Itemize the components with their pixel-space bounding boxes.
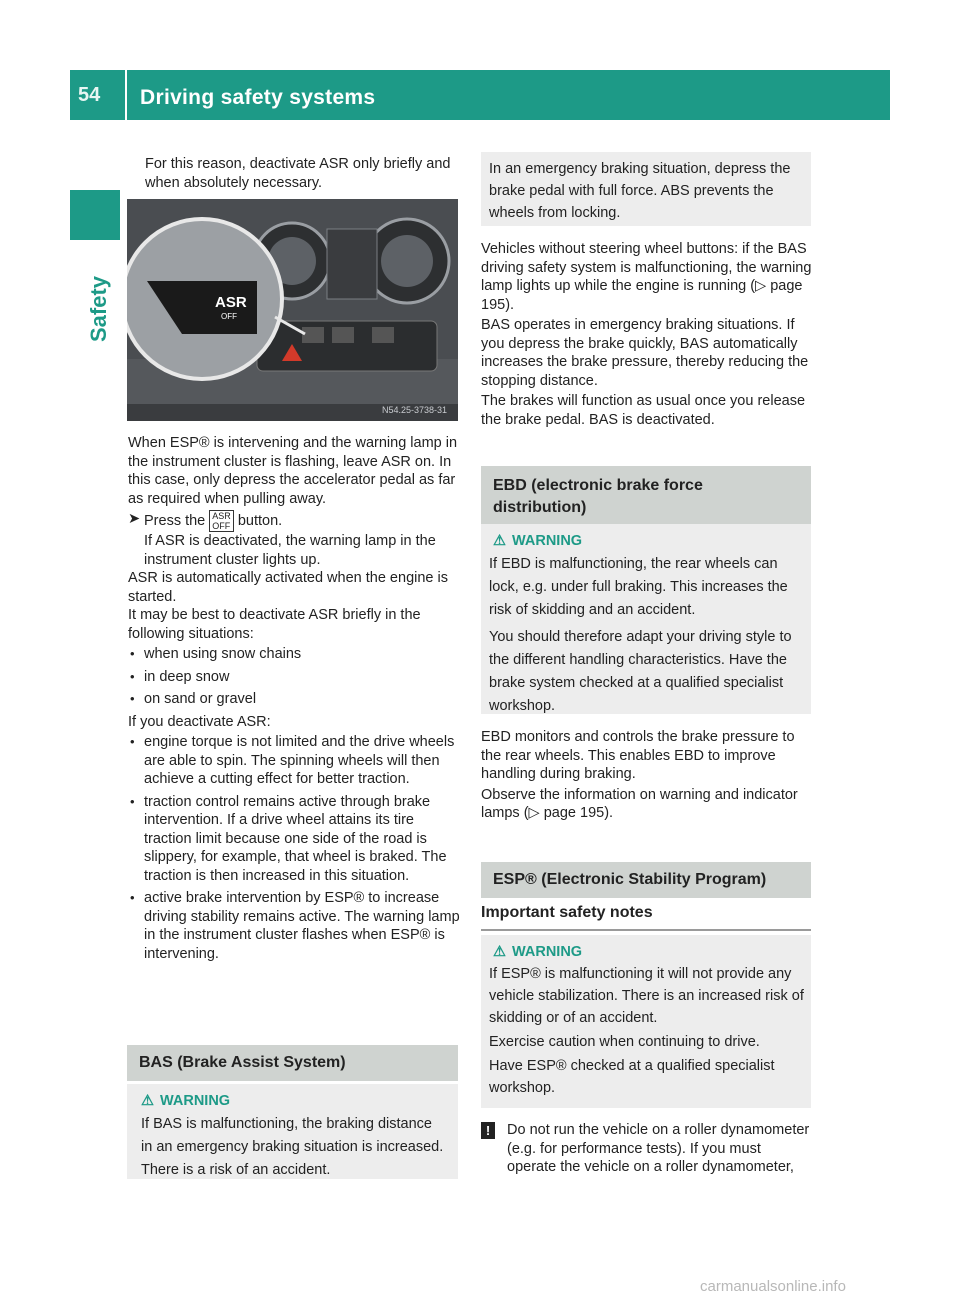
bas-cont-box <box>481 152 811 226</box>
list-item: • traction control remains active through brake intervention. If a drive wheel attains its tire traction limit because one side of the road is slippery, for example, that wheel is braked. The traction is then increased in this situation. <box>128 793 460 886</box>
header-divider <box>125 70 127 120</box>
ebd-warning-box <box>481 524 811 714</box>
warning-triangle-icon: ⚠ <box>493 944 506 960</box>
image-code: N54.25-3738-31 <box>382 405 448 415</box>
dashboard-illustration <box>127 199 458 421</box>
bas-cont-text: In an emergency braking situation, depress the brake pedal with full force. ABS prevents the wheels from locking. <box>489 161 791 221</box>
list-item: • in deep snow <box>128 668 460 687</box>
ebd-section-title: EBD (electronic brake force distribution) <box>481 466 811 528</box>
vehicles-without-paragraph: Vehicles without steering wheel buttons: if the BAS driving safety system is malfunctioning, the warning lamp lights up while the engine is running (▷ page 195). <box>481 241 812 313</box>
bas-warning-box <box>127 1084 458 1179</box>
intro-paragraph: For this reason, deactivate ASR only briefly and when absolutely necessary. <box>145 156 451 191</box>
asr-off-key-icon: ASR OFF <box>209 510 234 532</box>
situations-list <box>128 645 460 709</box>
ebd-warning-p2: You should therefore adapt your driving style to the different handling characteristics. Have the brake system checked at a qualified specialist workshop. <box>489 629 792 714</box>
esp-warning-p2: Exercise caution when continuing to drive. <box>489 1034 760 1050</box>
asr-key-label: ASR <box>215 294 247 311</box>
ebd-warning-header <box>489 530 805 553</box>
list-item: • engine torque is not limited and the drive wheels are able to spin. The spinning wheels will then achieve a cutting effect for better traction. <box>128 733 460 789</box>
page-number: 54 <box>78 84 101 106</box>
ebd-monitors-paragraph: EBD monitors and controls the brake pressure to the rear wheels. This enables EBD to improve handling during braking. <box>481 729 795 782</box>
best-paragraph: It may be best to deactivate ASR briefly in the following situations: <box>128 607 421 642</box>
if-deactivate-paragraph: If you deactivate ASR: <box>128 713 271 730</box>
bas-warning-text: If BAS is malfunctioning, the braking distance in an emergency braking situation is increased. There is a risk of an accident. <box>141 1116 444 1178</box>
esp-section-title: ESP® (Electronic Stability Program) <box>481 862 811 898</box>
bas-warning-label: WARNING <box>160 1093 231 1109</box>
ebd-warning-label: WARNING <box>512 533 583 549</box>
list-item: • on sand or gravel <box>128 690 460 709</box>
important-heading: Important safety notes <box>481 904 653 921</box>
press-instruction <box>128 510 460 569</box>
bas-section-title: BAS (Brake Assist System) <box>127 1045 458 1081</box>
esp-warning-box <box>481 935 811 1108</box>
note-block <box>481 1121 813 1177</box>
bas-operates-paragraph: BAS operates in emergency braking situations. If you depress the brake quickly, BAS automatically increases the brake pressure, thereby reducing the stopping distance. <box>481 317 809 389</box>
warning-triangle-icon: ⚠ <box>493 533 506 549</box>
watermark: carmanualsonline.info <box>700 1278 846 1295</box>
heading-underline <box>481 929 811 931</box>
press-button-text: button. <box>237 512 283 529</box>
sidebar-tab <box>70 190 120 240</box>
sidebar-label: Safety <box>86 275 111 342</box>
brakes-function-paragraph: The brakes will function as usual once you release the brake pedal. BAS is deactivated. <box>481 393 806 428</box>
asr-key-sublabel: OFF <box>221 312 237 321</box>
auto-paragraph: ASR is automatically activated when the engine is started. <box>128 570 448 605</box>
right-body-2 <box>481 728 813 823</box>
arrow-icon: ➤ <box>128 511 141 527</box>
note-text: Do not run the vehicle on a roller dynamometer (e.g. for performance tests). If you must operate the vehicle on a roller dynamometer, <box>507 1122 810 1175</box>
exclamation-icon: ! <box>481 1122 495 1139</box>
esp-warning-header <box>489 941 805 963</box>
list-item: • when using snow chains <box>128 645 460 664</box>
ebd-warning-p1: If EBD is malfunctioning, the rear wheels can lock, e.g. under full braking. This increases the risk of skidding and an accident. <box>489 556 788 618</box>
dashboard-photo <box>127 199 458 421</box>
esp-warning-label: WARNING <box>512 944 583 960</box>
when-esp-paragraph: When ESP® is intervening and the warning lamp in the instrument cluster is flashing, leave ASR on. In this case, only depress the accelerator pedal as far as required when pulling away. <box>128 435 458 507</box>
warning-triangle-icon: ⚠ <box>141 1093 154 1109</box>
left-body <box>128 434 460 963</box>
esp-warning-p3: Have ESP® checked at a qualified specialist workshop. <box>489 1058 775 1096</box>
list-item: • active brake intervention by ESP® to increase driving stability remains active. The warning lamp in the instrument cluster flashes when ESP® is intervening. <box>128 889 460 963</box>
esp-warning-p1: If ESP® is malfunctioning it will not provide any vehicle stabilization. There is an increased risk of skidding or of an accident. <box>489 966 804 1026</box>
bas-warning-header <box>141 1090 446 1113</box>
press-result: If ASR is deactivated, the warning lamp in the instrument cluster lights up. <box>144 533 436 568</box>
effects-list <box>128 733 460 963</box>
section-heading: Driving safety systems <box>140 86 376 109</box>
ebd-observe-paragraph: Observe the information on warning and indicator lamps (▷ page 195). <box>481 786 798 821</box>
right-body-1 <box>481 240 813 429</box>
press-label: Press the <box>144 512 206 529</box>
